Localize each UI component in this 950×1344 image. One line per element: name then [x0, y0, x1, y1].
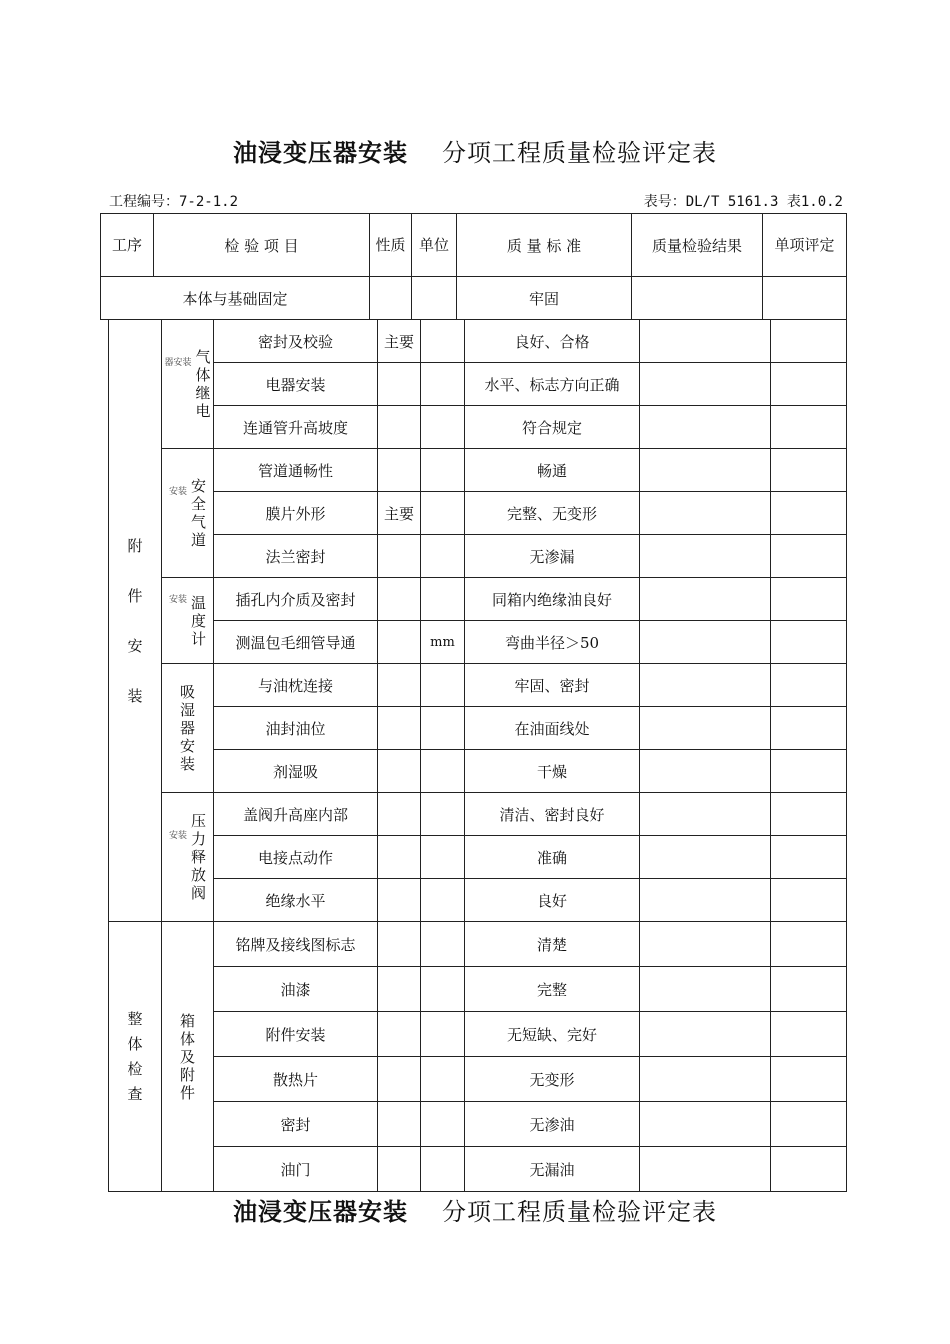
row-standard: 准确	[465, 836, 640, 879]
row-result	[640, 664, 771, 707]
row-item: 与油枕连接	[214, 664, 378, 707]
title-normal-part: 分项工程质量检验评定表	[442, 139, 717, 167]
row-rating	[771, 535, 847, 578]
row-standard: 无漏油	[465, 1147, 640, 1192]
group-label-text: 压 力 释 放 阀	[191, 812, 207, 902]
project-number: 工程编号：7-2-1.2	[109, 194, 239, 210]
table-row	[109, 793, 847, 836]
header-table	[100, 213, 847, 320]
group-label-text: 温 度 计	[191, 593, 207, 648]
row-item: 膜片外形	[214, 492, 378, 535]
row-unit	[421, 1147, 465, 1192]
row-standard: 畅通	[465, 449, 640, 492]
row-standard: 良好	[465, 879, 640, 922]
row-standard: 同箱内绝缘油良好	[465, 578, 640, 621]
row-result	[640, 879, 771, 922]
row-result	[640, 492, 771, 535]
row-unit	[421, 449, 465, 492]
group-label	[162, 578, 214, 664]
row-unit	[421, 406, 465, 449]
row-result	[640, 535, 771, 578]
row-nature	[378, 967, 421, 1012]
row-rating	[771, 1147, 847, 1192]
table-row	[109, 1102, 847, 1147]
row-nature	[378, 621, 421, 664]
row-rating	[771, 1012, 847, 1057]
row-nature	[378, 1057, 421, 1102]
row-item: 散热片	[214, 1057, 378, 1102]
group-label-stub: 安装	[168, 831, 187, 841]
row-item: 剂湿吸	[214, 750, 378, 793]
row-nature	[378, 879, 421, 922]
row-item: 盖阀升高座内部	[214, 793, 378, 836]
title-normal-part: 分项工程质量检验评定表	[442, 1198, 717, 1226]
row-unit	[421, 707, 465, 750]
row-standard: 在油面线处	[465, 707, 640, 750]
row-rating	[771, 1102, 847, 1147]
row-unit	[421, 664, 465, 707]
row-result	[640, 320, 771, 363]
header-nature: 性质	[370, 214, 412, 277]
row-unit	[421, 1057, 465, 1102]
row-item: 铭牌及接线图标志	[214, 922, 378, 967]
row-rating	[771, 793, 847, 836]
form-number: 表号：DL/T 5161.3 表1.0.2	[643, 194, 843, 210]
row-rating	[771, 363, 847, 406]
table-row	[109, 578, 847, 621]
form-title	[0, 133, 950, 168]
table-row	[109, 879, 847, 922]
row-standard: 无渗漏	[465, 535, 640, 578]
row-item: 法兰密封	[214, 535, 378, 578]
row-standard: 清楚	[465, 922, 640, 967]
row-item: 测温包毛细管导通	[214, 621, 378, 664]
row-standard: 无变形	[465, 1057, 640, 1102]
row-result	[640, 406, 771, 449]
table-row	[109, 1057, 847, 1102]
table-row	[109, 320, 847, 363]
row-unit	[421, 492, 465, 535]
group-label	[162, 793, 214, 922]
row-standard: 完整	[465, 967, 640, 1012]
row-rating	[771, 707, 847, 750]
row-nature	[378, 1102, 421, 1147]
base-row-standard: 牢固	[457, 277, 632, 320]
section-check-label: 整 体 检 查	[109, 922, 162, 1192]
table-row	[109, 621, 847, 664]
row-rating	[771, 320, 847, 363]
row-unit	[421, 836, 465, 879]
row-nature	[378, 793, 421, 836]
table-row	[109, 406, 847, 449]
row-item: 油封油位	[214, 707, 378, 750]
row-item: 油漆	[214, 967, 378, 1012]
row-rating	[771, 836, 847, 879]
table-row	[109, 664, 847, 707]
row-item: 油门	[214, 1147, 378, 1192]
group-label-text: 安 全 气 道	[191, 477, 207, 549]
header-standard: 质 量 标 准	[457, 214, 632, 277]
row-rating	[771, 406, 847, 449]
row-nature	[378, 1147, 421, 1192]
header-unit: 单位	[412, 214, 457, 277]
row-nature	[378, 922, 421, 967]
header-item: 检 验 项 目	[154, 214, 370, 277]
row-rating	[771, 967, 847, 1012]
base-row-result	[632, 277, 763, 320]
row-result	[640, 621, 771, 664]
row-unit	[421, 363, 465, 406]
row-unit	[421, 535, 465, 578]
table-row	[109, 707, 847, 750]
row-rating	[771, 664, 847, 707]
row-nature	[378, 578, 421, 621]
row-item: 电接点动作	[214, 836, 378, 879]
row-nature: 主要	[378, 320, 421, 363]
row-standard: 弯曲半径＞50	[465, 621, 640, 664]
base-row-unit	[412, 277, 457, 320]
row-nature	[378, 664, 421, 707]
row-nature	[378, 406, 421, 449]
row-item: 附件安装	[214, 1012, 378, 1057]
base-row-rating	[763, 277, 847, 320]
row-standard: 良好、合格	[465, 320, 640, 363]
title-bold-part: 油浸变压器安装	[233, 1197, 408, 1226]
row-unit	[421, 793, 465, 836]
base-row-nature	[370, 277, 412, 320]
row-unit	[421, 1102, 465, 1147]
row-nature	[378, 836, 421, 879]
row-item: 绝缘水平	[214, 879, 378, 922]
table-row	[109, 967, 847, 1012]
row-unit	[421, 967, 465, 1012]
row-result	[640, 707, 771, 750]
header-process: 工序	[101, 214, 154, 277]
row-standard: 干燥	[465, 750, 640, 793]
row-result	[640, 1057, 771, 1102]
row-result	[640, 1147, 771, 1192]
row-nature: 主要	[378, 492, 421, 535]
row-result	[640, 750, 771, 793]
row-rating	[771, 750, 847, 793]
row-unit	[421, 879, 465, 922]
table-row	[109, 449, 847, 492]
inspection-table	[108, 319, 847, 1192]
row-standard: 完整、无变形	[465, 492, 640, 535]
group-label	[162, 664, 214, 793]
group-label	[162, 320, 214, 449]
row-nature	[378, 363, 421, 406]
table-row	[109, 836, 847, 879]
row-nature	[378, 1012, 421, 1057]
row-unit	[421, 1012, 465, 1057]
row-unit	[421, 320, 465, 363]
group-label-stub: 安装	[168, 487, 187, 497]
row-unit	[421, 750, 465, 793]
row-item: 插孔内介质及密封	[214, 578, 378, 621]
table-row	[109, 363, 847, 406]
row-result	[640, 578, 771, 621]
row-standard: 无渗油	[465, 1102, 640, 1147]
title-bold-part: 油浸变压器安装	[233, 138, 408, 167]
row-standard: 清洁、密封良好	[465, 793, 640, 836]
row-result	[640, 922, 771, 967]
row-rating	[771, 449, 847, 492]
row-nature	[378, 535, 421, 578]
group-label-stub: 安装	[168, 594, 187, 605]
row-item: 密封及校验	[214, 320, 378, 363]
table-row	[109, 535, 847, 578]
group-label	[162, 449, 214, 578]
row-rating	[771, 879, 847, 922]
row-rating	[771, 621, 847, 664]
row-rating	[771, 922, 847, 967]
row-item: 连通管升高坡度	[214, 406, 378, 449]
row-result	[640, 449, 771, 492]
group-label-stub: 器安装	[164, 358, 192, 368]
table-row	[109, 1147, 847, 1192]
check-group-label: 箱 体 及 附 件	[162, 922, 214, 1192]
table-row	[109, 750, 847, 793]
section-attach-label: 附 件 安 装	[109, 320, 162, 922]
row-item: 电器安装	[214, 363, 378, 406]
row-result	[640, 1012, 771, 1057]
row-result	[640, 363, 771, 406]
row-standard: 符合规定	[465, 406, 640, 449]
group-label-text: 吸 湿 器 安 装	[179, 683, 195, 773]
row-nature	[378, 449, 421, 492]
row-unit	[421, 922, 465, 967]
row-result	[640, 836, 771, 879]
table-row	[109, 922, 847, 967]
row-item: 管道通畅性	[214, 449, 378, 492]
row-result	[640, 793, 771, 836]
header-result: 质量检验结果	[632, 214, 763, 277]
form-title-repeat	[0, 1192, 950, 1227]
row-unit: mm	[421, 621, 465, 664]
row-result	[640, 967, 771, 1012]
row-standard: 无短缺、完好	[465, 1012, 640, 1057]
row-item: 密封	[214, 1102, 378, 1147]
row-standard: 牢固、密封	[465, 664, 640, 707]
row-unit	[421, 578, 465, 621]
header-rating: 单项评定	[763, 214, 847, 277]
row-nature	[378, 707, 421, 750]
row-nature	[378, 750, 421, 793]
row-rating	[771, 492, 847, 535]
row-standard: 水平、标志方向正确	[465, 363, 640, 406]
group-label-text: 气 体 继 电	[195, 348, 211, 420]
row-result	[640, 1102, 771, 1147]
row-rating	[771, 1057, 847, 1102]
table-row	[109, 492, 847, 535]
base-row-item: 本体与基础固定	[101, 277, 370, 320]
row-rating	[771, 578, 847, 621]
table-row	[109, 1012, 847, 1057]
